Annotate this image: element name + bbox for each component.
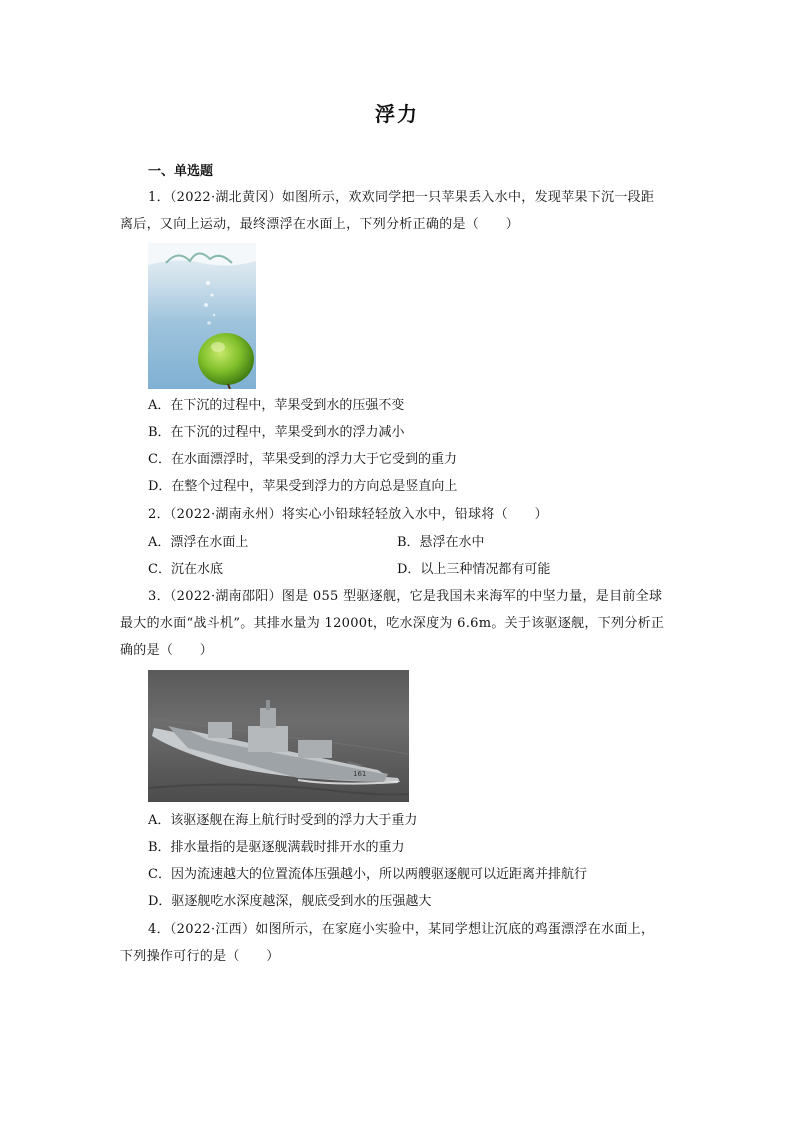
question-3-option-b: B．排水量指的是驱逐舰满载时排开水的重力 [148, 840, 405, 855]
page-title: 浮力 [375, 102, 419, 126]
question-3-line-2: 最大的水面“战斗机”。其排水量为 12000t，吃水深度为 6.6m。关于该驱逐舰，下列分析正 [120, 616, 665, 631]
section-heading: 一、单选题 [148, 164, 214, 179]
hull-number: 161 [353, 770, 367, 778]
question-1-option-b: B．在下沉的过程中，苹果受到水的浮力减小 [148, 425, 405, 440]
question-1-option-d: D．在整个过程中，苹果受到浮力的方向总是竖直向上 [148, 479, 458, 494]
question-4-line-2: 下列操作可行的是（ ） [120, 949, 280, 964]
question-3-line-3: 确的是（ ） [120, 643, 214, 658]
question-3-option-d: D．驱逐舰吃水深度越深，舰底受到水的压强越大 [148, 894, 432, 909]
question-4-line-1: 4．（2022·江西）如图所示，在家庭小实验中，某同学想让沉底的鸡蛋漂浮在水面上， [148, 922, 655, 937]
question-1-line-1: 1．（2022·湖北黄冈）如图所示，欢欢同学把一只苹果丢入水中，发现苹果下沉一段距 [148, 190, 655, 205]
apple-in-water-image [148, 243, 256, 389]
question-2-line-1: 2．（2022·湖南永州）将实心小铅球轻轻放入水中，铅球将（ ） [148, 507, 548, 522]
question-2-option-c: C．沉在水底 [148, 562, 223, 577]
question-3-option-c: C．因为流速越大的位置流体压强越小，所以两艘驱逐舰可以近距离并排航行 [148, 867, 587, 882]
question-1-line-2: 离后，又向上运动，最终漂浮在水面上，下列分析正确的是（ ） [120, 217, 520, 232]
question-2-option-d: D．以上三种情况都有可能 [397, 562, 551, 577]
question-3-option-a: A．该驱逐舰在海上航行时受到的浮力大于重力 [148, 813, 418, 828]
question-2-option-a: A．漂浮在水面上 [148, 535, 249, 550]
question-3-line-1: 3．（2022·湖南邵阳）图是 055 型驱逐舰，它是我国未来海军的中坚力量，是目前全球 [148, 589, 663, 604]
question-2-option-b: B．悬浮在水中 [397, 535, 485, 550]
destroyer-image [148, 670, 409, 802]
question-1-option-c: C．在水面漂浮时，苹果受到的浮力大于它受到的重力 [148, 452, 457, 467]
question-1-option-a: A．在下沉的过程中，苹果受到水的压强不变 [148, 398, 405, 413]
